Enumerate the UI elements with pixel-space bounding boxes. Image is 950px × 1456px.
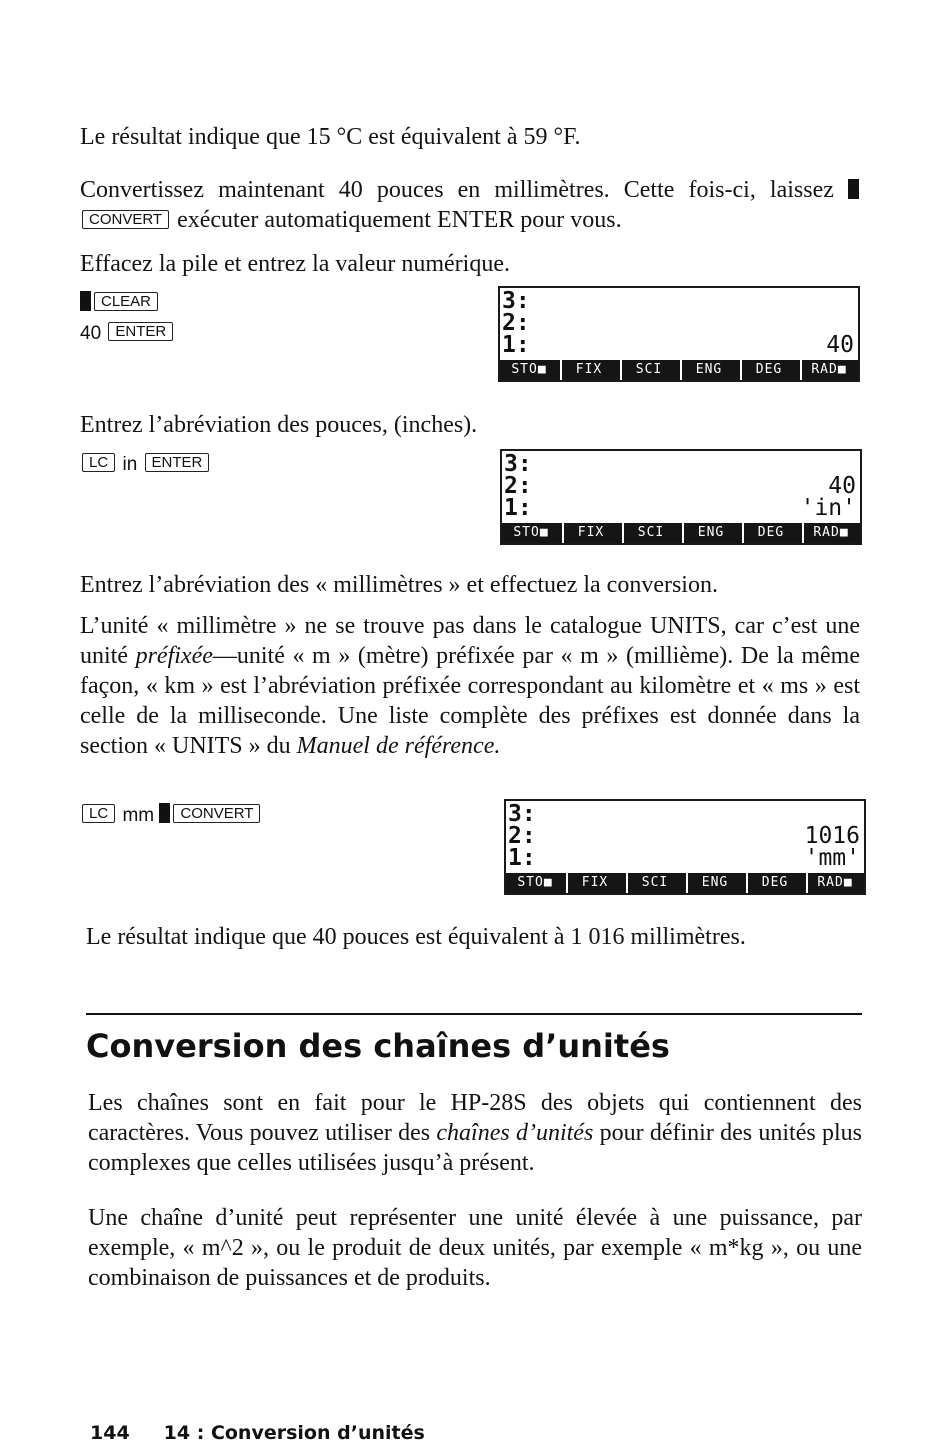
enter-key: ENTER <box>108 322 173 341</box>
lc-key: LC <box>82 804 115 823</box>
keystroke-step-mm-convert <box>80 802 262 830</box>
shift-key-icon <box>159 803 170 823</box>
paragraph-text: —unité « m » (mètre) préfixée par « m » (millième). De la même façon, « km » est l’abréviation préfixée correspondant au kilomètre et « ms » est celle de la milliseconde. Une liste complète des préfixes est donnée dans la section « UNITS » du <box>80 643 861 759</box>
menu-key-rad: RAD■ <box>800 360 856 380</box>
menu-key-deg: DEG <box>742 523 798 543</box>
menu-key-eng: ENG <box>682 523 738 543</box>
convert-key: CONVERT <box>82 210 169 229</box>
level-label: 1: <box>508 845 536 871</box>
calculator-display <box>504 799 866 895</box>
menu-key-sci: SCI <box>626 873 682 893</box>
menu-key-rad: RAD■ <box>802 523 858 543</box>
stack-level-1 <box>502 334 854 356</box>
page-number: 144 <box>90 1422 130 1444</box>
keystroke-text: in <box>122 454 138 475</box>
page-footer <box>90 1420 425 1446</box>
section-heading: Conversion des chaînes d’unités <box>86 1027 670 1065</box>
level-label: 2: <box>502 310 530 336</box>
emphasis-text: chaînes d’unités <box>436 1120 594 1146</box>
emphasis-text: préfixée <box>135 643 213 669</box>
menu-key-deg: DEG <box>746 873 802 893</box>
keystroke-step-in <box>80 451 211 479</box>
paragraph-result-temperature: Le résultat indique que 15 °C est équivalent à 59 °F. <box>80 124 581 150</box>
convert-key: CONVERT <box>173 804 260 823</box>
level-label: 2: <box>508 823 536 849</box>
paragraph-unit-string-powers: Une chaîne d’unité peut représenter une unité élevée à une puissance, par exemple, « m^2 », ou le produit de deux unités, par exemple « m*kg », ou une combinaison de puissances et de produits. <box>88 1205 862 1291</box>
level-label: 3: <box>502 288 530 314</box>
softkey-menu <box>502 523 860 543</box>
stack-level-3 <box>502 290 854 312</box>
menu-key-rad: RAD■ <box>806 873 862 893</box>
stack-level-2 <box>502 312 854 334</box>
keystroke-step-enter-40 <box>80 320 175 348</box>
stack-level-2 <box>504 475 856 497</box>
calculator-display <box>500 449 862 545</box>
menu-key-deg: DEG <box>740 360 796 380</box>
menu-key-sto: STO■ <box>517 875 553 890</box>
stack-level-3 <box>508 803 860 825</box>
level-value: 'in' <box>800 495 856 521</box>
paragraph-result-mm: Le résultat indique que 40 pouces est équivalent à 1 016 millimètres. <box>86 924 746 950</box>
paragraph-unit-strings <box>88 1088 862 1178</box>
level-value: 40 <box>826 332 854 358</box>
level-label: 1: <box>504 495 532 521</box>
lc-key: LC <box>82 453 115 472</box>
section-divider <box>86 1013 862 1015</box>
menu-key-sto: STO■ <box>511 362 547 377</box>
paragraph-clear-stack: Effacez la pile et entrez la valeur numérique. <box>80 251 510 277</box>
paragraph-text: Les chaînes sont en fait pour le HP-28S des objets qui contiennent des caractères. Vous pouvez utiliser des <box>88 1090 862 1146</box>
stack-level-2 <box>508 825 860 847</box>
paragraph-convert-inches <box>80 175 860 235</box>
keystroke-text: mm <box>122 805 155 826</box>
menu-key-sci: SCI <box>620 360 676 380</box>
menu-key-fix: FIX <box>566 873 622 893</box>
level-label: 1: <box>502 332 530 358</box>
menu-key-sto: STO■ <box>513 525 549 540</box>
level-label: 3: <box>504 451 532 477</box>
keystroke-step-clear <box>80 290 160 318</box>
paragraph-prefixed-units <box>80 611 860 761</box>
paragraph-mm-abbrev: Entrez l’abréviation des « millimètres » et effectuez la conversion. <box>80 572 718 598</box>
level-value: 1016 <box>804 823 860 849</box>
clear-key: CLEAR <box>94 292 158 311</box>
enter-key: ENTER <box>145 453 210 472</box>
calculator-display <box>498 286 860 382</box>
level-value: 'mm' <box>804 845 860 871</box>
shift-key-icon <box>80 291 91 311</box>
paragraph-inches-abbrev: Entrez l’abréviation des pouces, (inches). <box>80 412 478 438</box>
chapter-title: 14 : Conversion d’unités <box>163 1422 425 1444</box>
stack-level-3 <box>504 453 856 475</box>
menu-key-fix: FIX <box>560 360 616 380</box>
menu-key-eng: ENG <box>686 873 742 893</box>
paragraph-text: Convertissez maintenant 40 pouces en millimètres. Cette fois-ci, laissez <box>80 177 848 203</box>
manual-reference: Manuel de référence. <box>296 733 501 759</box>
stack-level-1 <box>508 847 860 869</box>
paragraph-text: pour définir des unités plus complexes que celles utilisées jusqu’à présent. <box>88 1120 862 1176</box>
menu-key-fix: FIX <box>562 523 618 543</box>
softkey-menu <box>500 360 858 380</box>
level-label: 2: <box>504 473 532 499</box>
level-label: 3: <box>508 801 536 827</box>
stack-level-1 <box>504 497 856 519</box>
menu-key-eng: ENG <box>680 360 736 380</box>
level-value: 40 <box>828 473 856 499</box>
softkey-menu <box>506 873 864 893</box>
keystroke-text: 40 <box>80 323 102 344</box>
shift-key-icon <box>848 179 859 199</box>
menu-key-sci: SCI <box>622 523 678 543</box>
paragraph-text: exécuter automatiquement ENTER pour vous. <box>171 207 622 233</box>
paragraph-text: L’unité « millimètre » ne se trouve pas dans le catalogue UNITS, car c’est une unité <box>80 613 860 669</box>
